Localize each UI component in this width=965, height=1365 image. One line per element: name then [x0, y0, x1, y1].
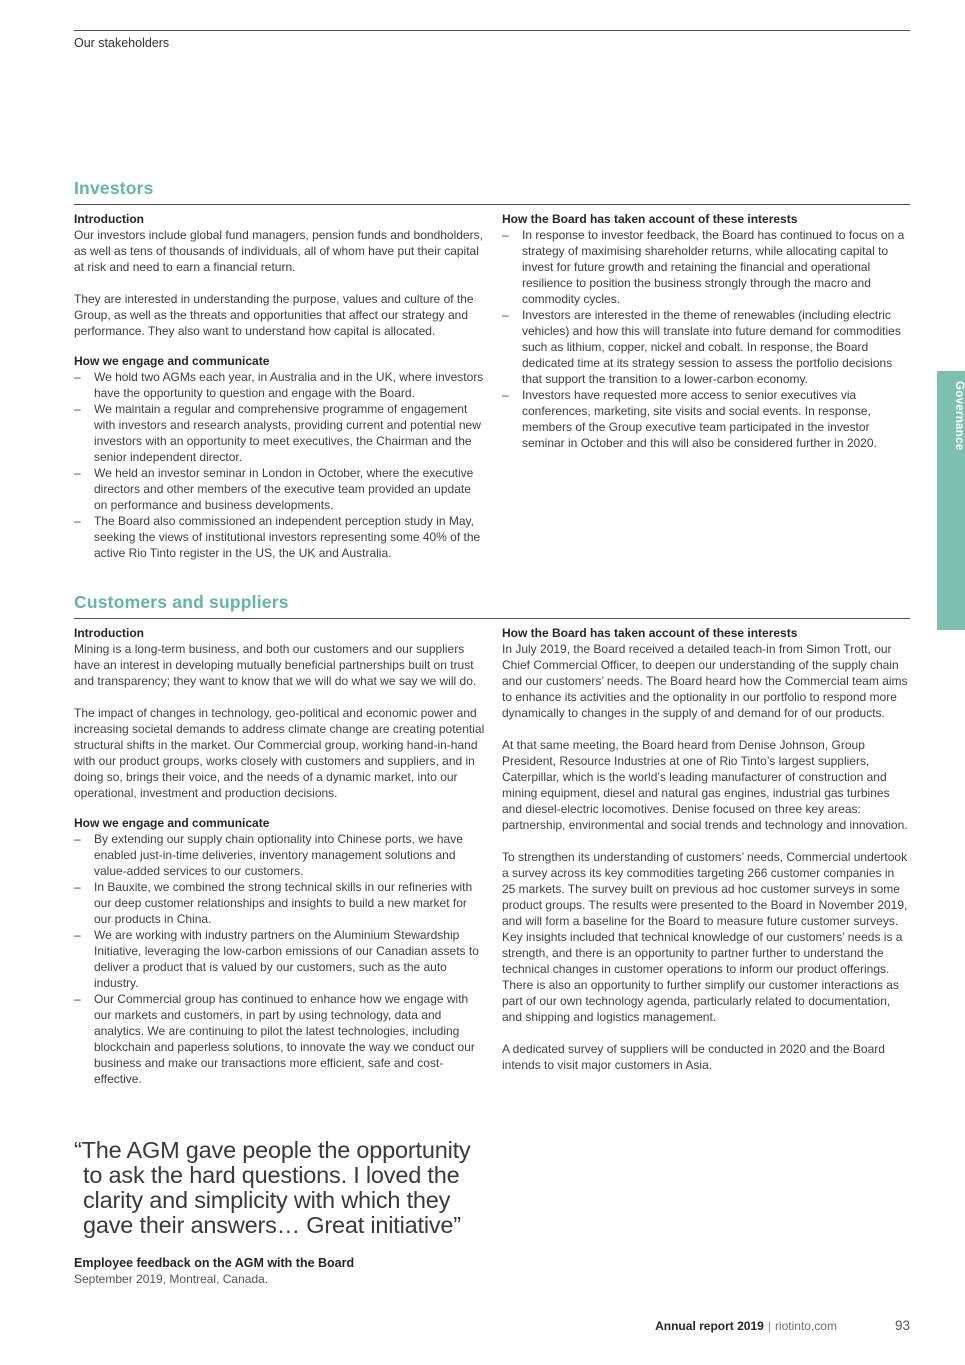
paragraph: They are interested in understanding the purpose, values and culture of the Group, as well as the threats and opportunities that affect our strategy and performance. They also want to understand how capital is allocated.: [74, 292, 474, 338]
paragraph: At that same meeting, the Board heard from Denise Johnson, Group President, Resource Industries at one of Rio Tinto’s largest suppliers, Caterpillar, which is the world’s leading manufacturer of construction and mining equipment, diesel and natural gas engines, industrial gas turbines and diesel-electric locomotives. Denise focused on three key areas: partnership, environmental and social trends and technology and innovation.: [502, 738, 908, 832]
bullet-item: – Investors have requested more access to senior executives via conferences, marketing, site visits and social events. In response, members of the Group executive team participated in the investor seminar in October and this will also be considered further in 2020.: [502, 387, 910, 451]
pull-quote: [74, 1138, 504, 1287]
investors-right-column: [502, 211, 910, 561]
engage-heading: How we engage and communicate: [74, 354, 270, 368]
engage-bullet-list: [74, 369, 486, 561]
section-customers-suppliers: [74, 592, 910, 1087]
board-bullet-list: [502, 227, 910, 451]
page-number: 93: [894, 1318, 910, 1333]
section-rule: [74, 204, 910, 205]
governance-side-tab: Governance: [937, 371, 965, 630]
paragraph: Our investors include global fund managers, pension funds and bondholders, as well as tens of thousands of individuals, all of whom have put their capital at risk and need to earn a financial return.: [74, 228, 483, 274]
page-eyebrow: Our stakeholders: [74, 36, 170, 50]
section-investors: [74, 178, 910, 561]
footer-separator: |: [767, 1319, 771, 1333]
intro-heading: Introduction: [74, 212, 144, 226]
customers-right-column: [502, 625, 910, 1087]
quote-attribution-detail: September 2019, Montreal, Canada.: [74, 1272, 269, 1286]
engage-heading: How we engage and communicate: [74, 816, 270, 830]
investors-left-column: [74, 211, 486, 561]
bullet-item: – We held an investor seminar in London in October, where the executive directors and other members of the executive team provided an update on performance and business developments.: [74, 465, 486, 513]
paragraph: Mining is a long-term business, and both our customers and our suppliers have an interest in developing mutually beneficial partnerships built on trust and transparency; they want to know that we will do what we say we will do.: [74, 642, 477, 688]
bullet-item: – In response to investor feedback, the Board has continued to focus on a strategy of maximising shareholder returns, while allocating capital to invest for future growth and retaining the financial and operational resilience to position the business strongly through the macro and commodity cycles.: [502, 227, 910, 307]
section-rule: [74, 618, 910, 619]
board-heading: How the Board has taken account of these interests: [502, 626, 798, 640]
paragraph: To strengthen its understanding of customers’ needs, Commercial undertook a survey across its key commodities targeting 266 customer companies in 25 markets. The survey built on previous ad hoc customer surveys in some product groups. The results were presented to the Board in November 2019, and will form a baseline for the Board to measure future customer surveys. Key insights included that technical knowledge of our customers’ needs is a strength, and there is an opportunity to partner further to understand the technical changes in customer operations to inform our product offerings. There is also an opportunity to further simplify our customer interactions as part of our own technology agenda, particularly related to documentation, and shipping and logistics management.: [502, 850, 908, 1024]
quote-line: to ask the hard questions. I loved the: [83, 1162, 460, 1188]
section-title: Customers and suppliers: [74, 592, 289, 612]
quote-line: clarity and simplicity with which they: [83, 1187, 451, 1213]
quote-attribution: Employee feedback on the AGM with the Board: [74, 1256, 355, 1270]
customers-left-column: [74, 625, 486, 1087]
paragraph: In July 2019, the Board received a detailed teach-in from Simon Trott, our Chief Commercial Officer, to deepen our understanding of the supply chain and our customers’ needs. The Board heard how the Commercial team aims to enhance its activities and the optionality in our portfolio to respond more dynamically to changes in the supply of and demand for of our products.: [502, 642, 908, 720]
paragraph: A dedicated survey of suppliers will be conducted in 2020 and the Board intends to visit major customers in Asia.: [502, 1042, 885, 1072]
bullet-item: – We are working with industry partners on the Aluminium Stewardship Initiative, leveraging the low-carbon emissions of our Canadian assets to deliver a product that is valued by our customers, such as the auto industry.: [74, 927, 486, 991]
footer-website: riotinto.com: [774, 1319, 837, 1333]
bullet-item: – We hold two AGMs each year, in Australia and in the UK, where investors have the opportunity to question and engage with the Board.: [74, 369, 486, 401]
bullet-item: – We maintain a regular and comprehensive programme of engagement with investors and research analysts, providing current and potential new investors with an opportunity to meet executives, the Chairman and the senior independent director.: [74, 401, 486, 465]
paragraph: The impact of changes in technology, geo-political and economic power and increasing societal demands to address climate change are creating potential structural shifts in the market. Our Commercial group, working hand-in-hand with our product groups, works closely with customers and suppliers, and in doing so, brings their voice, and the needs of a dynamic market, into our operational, investment and production decisions.: [74, 706, 485, 800]
footer-report-title: Annual report 2019: [655, 1319, 764, 1333]
section-title: Investors: [74, 178, 154, 198]
quote-line: gave their answers… Great initiative”: [83, 1212, 461, 1238]
intro-heading: Introduction: [74, 626, 144, 640]
page-footer: [74, 1318, 910, 1333]
board-heading: How the Board has taken account of these interests: [502, 212, 798, 226]
bullet-item: – Our Commercial group has continued to enhance how we engage with our markets and customers, in part by using technology, data and analytics. We are continuing to pilot the latest technologies, including blockchain and paperless solutions, to innovate the way we conduct our business and make our transactions more efficient, safe and cost-effective.: [74, 991, 486, 1087]
quote-line: “The AGM gave people the opportunity: [74, 1137, 471, 1163]
header-rule: [74, 30, 910, 31]
bullet-item: – The Board also commissioned an independent perception study in May, seeking the views of institutional investors representing some 40% of the active Rio Tinto register in the US, the UK and Australia.: [74, 513, 486, 561]
bullet-item: – In Bauxite, we combined the strong technical skills in our refineries with our deep customer relationships and insights to build a new market for our products in China.: [74, 879, 486, 927]
bullet-item: – By extending our supply chain optionality into Chinese ports, we have enabled just-in-time deliveries, inventory management solutions and value-added services to our customers.: [74, 831, 486, 879]
engage-bullet-list: [74, 831, 486, 1087]
bullet-item: – Investors are interested in the theme of renewables (including electric vehicles) and how this will translate into future demand for commodities such as lithium, copper, nickel and cobalt. In response, the Board dedicated time at its strategy session to assess the portfolio decisions that support the transition to a lower-carbon economy.: [502, 307, 910, 387]
